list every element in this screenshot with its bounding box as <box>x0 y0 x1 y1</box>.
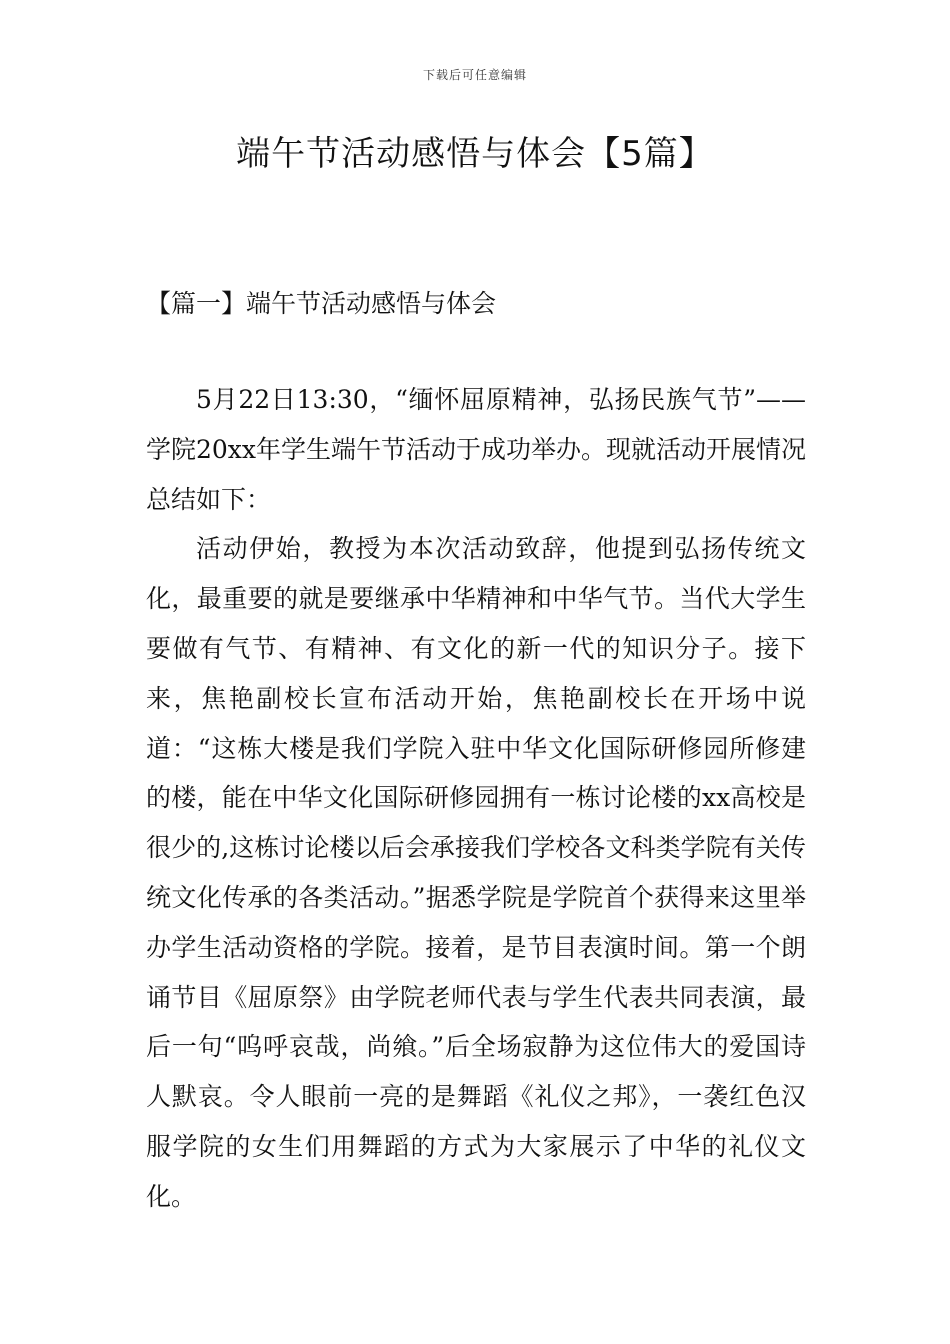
section-heading: 【篇一】端午节活动感悟与体会 <box>146 289 497 318</box>
section-body <box>146 375 806 1222</box>
header-note: 下载后可任意编辑 <box>422 68 527 82</box>
paragraph: 5月22日13:30，“缅怀屈原精神，弘扬民族气节”——学院20xx年学生端午节活动于成功举办。现就活动开展情况总结如下： <box>146 385 807 514</box>
paragraph: 活动伊始，教授为本次活动致辞，他提到弘扬传统文化，最重要的就是要继承中华精神和中华气节。当代大学生要做有气节、有精神、有文化的新一代的知识分子。接下来，焦艳副校长宣布活动开始，焦艳副校长在开场中说道：“这栋大楼是我们学院入驻中华文化国际研修园所修建的楼，能在中华文化国际研修园拥有一栋讨论楼的xx高校是很少的,这栋讨论楼以后会承接我们学校各文科类学院有关传统文化传承的各类活动。”据悉学院是学院首个获得来这里举办学生活动资格的学院。接着，是节目表演时间。第一个朗诵节目《屈原祭》由学院老师代表与学生代表共同表演，最后一句“呜呼哀哉，尚飨。”后全场寂静为这位伟大的爱国诗人默哀。令人眼前一亮的是舞蹈《礼仪之邦》，一袭红色汉服学院的女生们用舞蹈的方式为大家展示了中华的礼仪文化。 <box>146 534 806 1211</box>
document-title: 端午节活动感悟与体会【5篇】 <box>236 134 714 174</box>
